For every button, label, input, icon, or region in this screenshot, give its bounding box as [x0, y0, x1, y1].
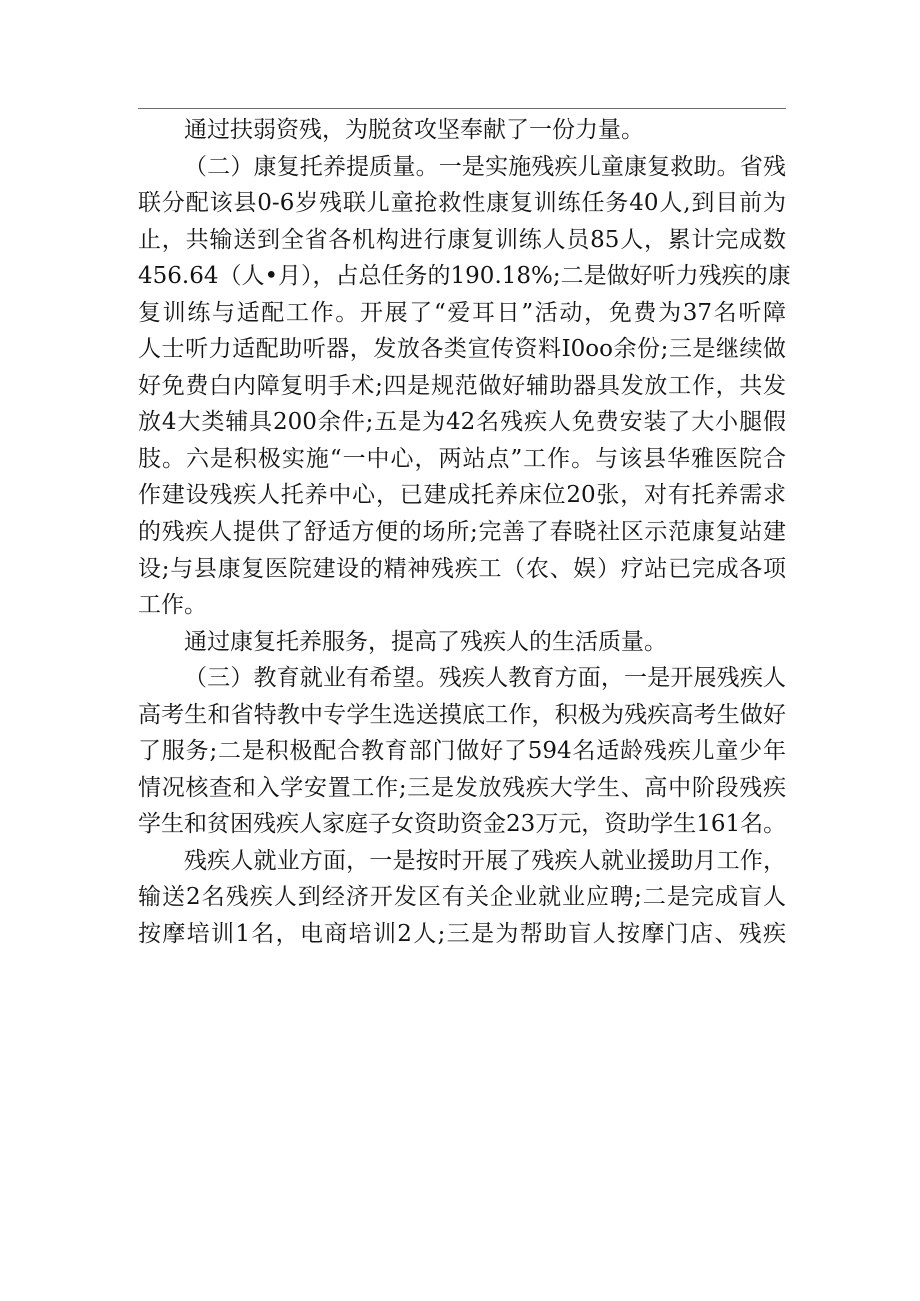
- text-line-10: 肢。六是积极实施“一中心，两站点”工作。与该县华雅医院合: [138, 445, 786, 472]
- text-line-12: 的残疾人提供了舒适方便的场所;完善了春晓社区示范康复站建: [138, 519, 786, 546]
- text-line-22: 输送2名残疾人到经济开发区有关企业就业应聘;二是完成盲人: [138, 884, 786, 911]
- text-line-18: 了服务;二是积极配合教育部门做好了594名适龄残疾儿童少年: [138, 738, 786, 765]
- text-line-21: 残疾人就业方面，一是按时开展了残疾人就业援助月工作，: [184, 847, 786, 874]
- header-rule: [138, 108, 786, 109]
- text-line-8: 好免费白内障复明手术;四是规范做好辅助器具发放工作，共发: [138, 372, 786, 399]
- text-line-13: 设;与县康复医院建设的精神残疾工（农、娱）疗站已完成各项: [138, 555, 786, 582]
- text-line-4: 止，共输送到全省各机构进行康复训练人员85人，累计完成数: [138, 226, 786, 253]
- text-line-1: 通过扶弱资残，为脱贫攻坚奉献了一份力量。: [184, 117, 644, 143]
- text-line-11: 作建设残疾人托养中心，已建成托养床位20张，对有托养需求: [138, 482, 786, 509]
- text-line-16: （三）教育就业有希望。残疾人教育方面，一是开展残疾人: [184, 665, 786, 692]
- text-line-7: 人士听力适配助听器，发放各类宣传资料I0oo余份;三是继续做: [138, 336, 786, 363]
- text-line-23: 按摩培训1名，电商培训2人;三是为帮助盲人按摩门店、残疾: [138, 921, 786, 948]
- text-line-9: 放4大类辅具200余件;五是为42名残疾人免费安装了大小腿假: [138, 409, 786, 436]
- text-line-6: 复训练与适配工作。开展了“爱耳日”活动，免费为37名听障: [138, 299, 786, 326]
- text-line-20: 学生和贫困残疾人家庭子女资助资金23万元，资助学生161名。: [138, 811, 787, 838]
- text-line-5: 456.64（人•月），占总任务的190.18%;二是做好听力残疾的康: [138, 263, 791, 290]
- document-body: [138, 112, 791, 953]
- text-line-3: 联分配该县0-6岁残联儿童抢救性康复训练任务40人,到目前为: [138, 190, 786, 217]
- text-line-19: 情况核查和入学安置工作;三是发放残疾大学生、高中阶段残疾: [138, 774, 786, 801]
- text-line-14: 工作。: [138, 592, 207, 619]
- text-line-17: 高考生和省特教中专学生选送摸底工作，积极为残疾高考生做好: [138, 701, 786, 728]
- text-line-15: 通过康复托养服务，提高了残疾人的生活质量。: [184, 628, 667, 655]
- text-line-2: （二）康复托养提质量。一是实施残疾儿童康复救助。省残: [184, 153, 786, 180]
